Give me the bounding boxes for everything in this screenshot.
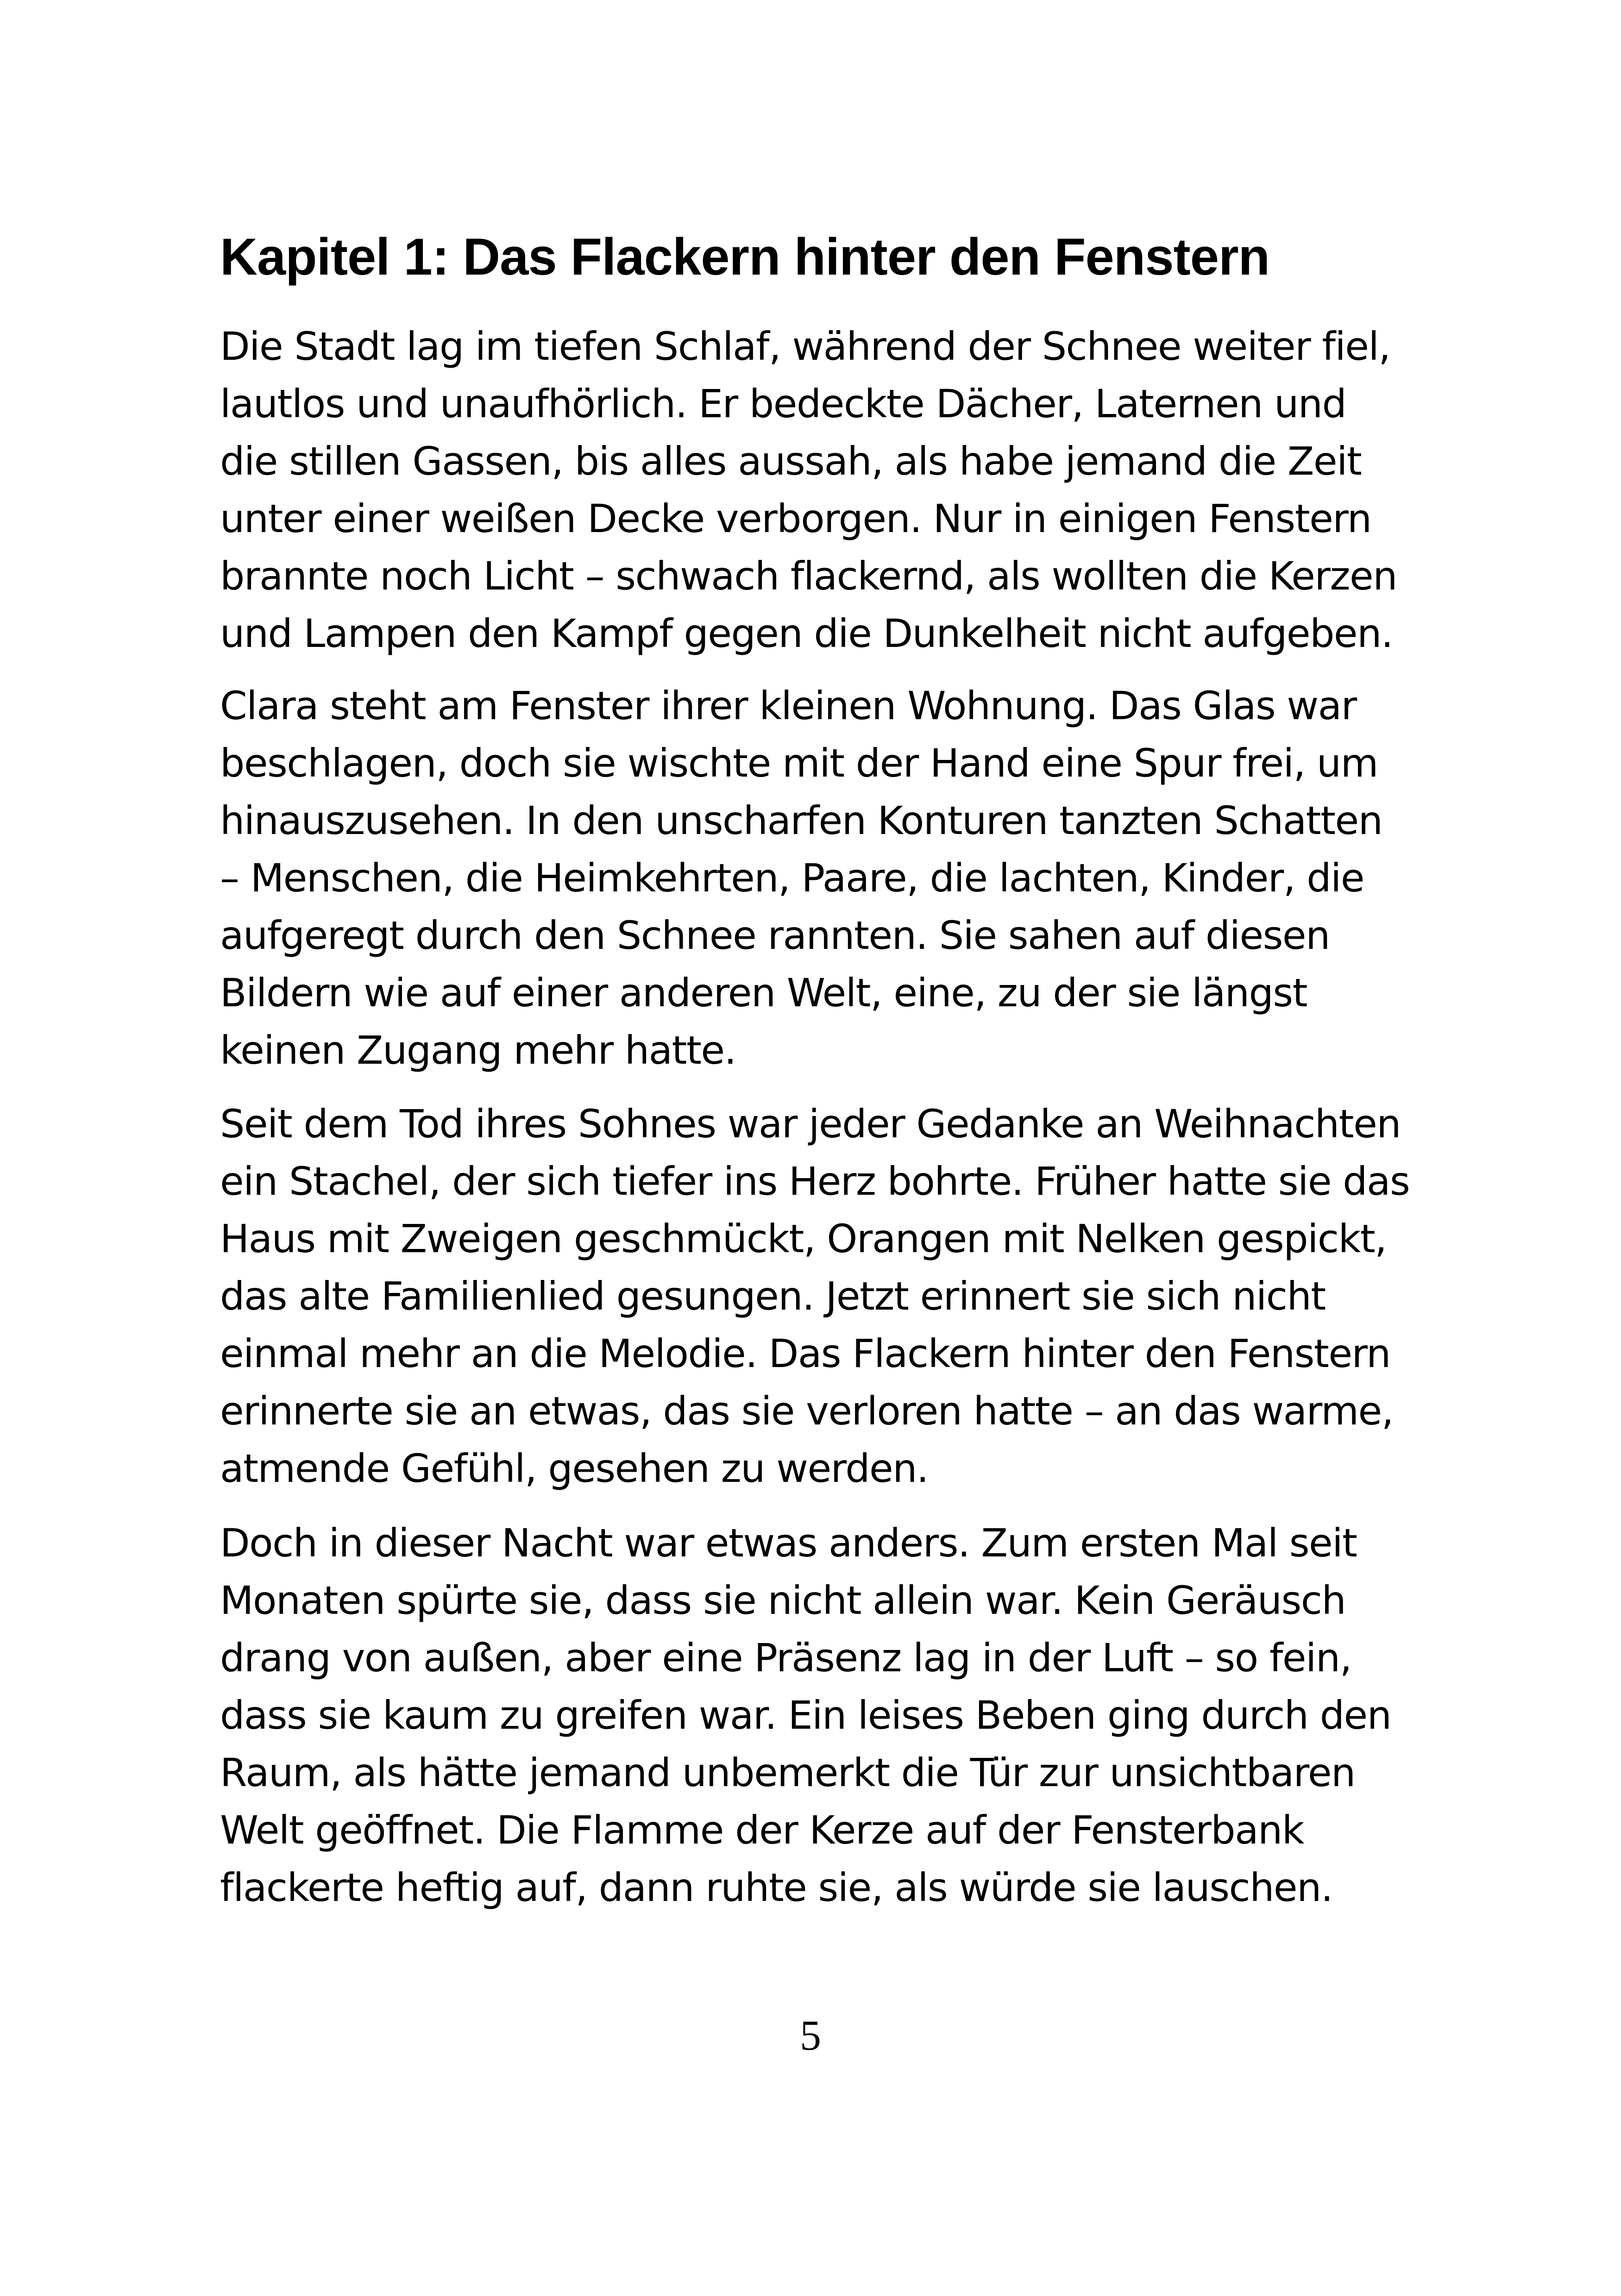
text-line: lautlos und unaufhörlich. Er bedeckte Dächer, Laternen und [220, 381, 1346, 427]
text-line: ein Stachel, der sich tiefer ins Herz bohrte. Früher hatte sie das [220, 1159, 1410, 1204]
text-line: Die Stadt lag im tiefen Schlaf, während der Schnee weiter fiel, [220, 324, 1390, 369]
text-line: beschlagen, doch sie wischte mit der Hand eine Spur frei, um [220, 740, 1378, 786]
text-line: einmal mehr an die Melodie. Das Flackern hinter den Fenstern [220, 1331, 1390, 1376]
text-line: aufgeregt durch den Schnee rannten. Sie sahen auf diesen [220, 913, 1330, 958]
paragraph-4 [220, 1514, 1391, 1916]
text-line: atmende Gefühl, gesehen zu werden. [220, 1446, 929, 1491]
chapter-title: Kapitel 1: Das Flackern hinter den Fenstern [220, 228, 1270, 286]
text-line: brannte noch Licht – schwach flackernd, als wollten die Kerzen [220, 553, 1397, 599]
text-line: Seit dem Tod ihres Sohnes war jeder Gedanke an Weihnachten [220, 1101, 1401, 1147]
text-line: Bildern wie auf einer anderen Welt, eine, zu der sie längst [220, 970, 1307, 1016]
text-line: die stillen Gassen, bis alles aussah, als habe jemand die Zeit [220, 439, 1362, 484]
text-line: Welt geöffnet. Die Flamme der Kerze auf der Fensterbank [220, 1807, 1304, 1853]
text-line: das alte Familienlied gesungen. Jetzt erinnert sie sich nicht [220, 1273, 1326, 1319]
text-line: keinen Zugang mehr hatte. [220, 1028, 736, 1073]
paragraph-2 [220, 677, 1382, 1079]
paragraph-3 [220, 1095, 1409, 1497]
text-line: flackerte heftig auf, dann ruhte sie, als würde sie lauschen. [220, 1865, 1333, 1910]
text-line: drang von außen, aber eine Präsenz lag in der Luft – so fein, [220, 1635, 1351, 1681]
text-line: Doch in dieser Nacht war etwas anders. Zum ersten Mal seit [220, 1520, 1357, 1566]
text-line: – Menschen, die Heimkehrten, Paare, die lachten, Kinder, die [220, 855, 1364, 901]
text-line: erinnerte sie an etwas, das sie verloren hatte – an das warme, [220, 1388, 1393, 1434]
text-line: Monaten spürte sie, dass sie nicht allein war. Kein Geräusch [220, 1578, 1346, 1623]
page-number: 5 [800, 2012, 821, 2059]
text-line: Clara steht am Fenster ihrer kleinen Wohnung. Das Glas war [220, 683, 1357, 728]
text-line: dass sie kaum zu greifen war. Ein leises Beben ging durch den [220, 1693, 1391, 1738]
paragraph-1 [220, 318, 1397, 662]
text-line: Raum, als hätte jemand unbemerkt die Tür zur unsichtbaren [220, 1750, 1355, 1795]
text-line: unter einer weißen Decke verborgen. Nur in einigen Fenstern [220, 496, 1371, 541]
text-line: Haus mit Zweigen geschmückt, Orangen mit Nelken gespickt, [220, 1216, 1387, 1261]
text-line: und Lampen den Kampf gegen die Dunkelheit nicht aufgeben. [220, 611, 1393, 656]
text-line: hinauszusehen. In den unscharfen Konturen tanzten Schatten [220, 798, 1382, 843]
